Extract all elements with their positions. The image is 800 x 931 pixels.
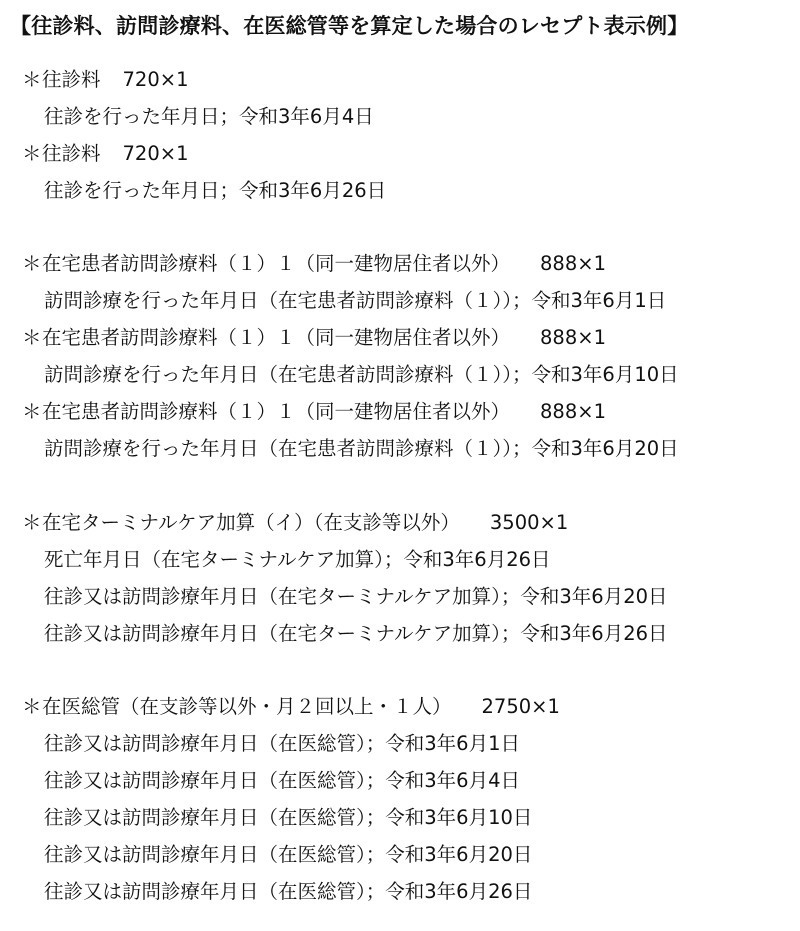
entry-detail: 往診又は訪問診療年月日（在医総管）；令和3年6月10日 [44, 806, 533, 829]
bullet-marker: ＊ [22, 142, 42, 165]
entry-detail: 往診又は訪問診療年月日（在医総管）；令和3年6月26日 [44, 880, 533, 903]
entry-detail: 往診又は訪問診療年月日（在医総管）；令和3年6月1日 [44, 732, 520, 755]
bullet-marker: ＊ [22, 326, 42, 349]
bullet-marker: ＊ [22, 400, 42, 423]
document-title: 【往診料、訪問診療料、在医総管等を算定した場合のレセプト表示例】 [10, 14, 689, 38]
entry-points: 3500×1 [489, 511, 569, 534]
entry-label: 在宅患者訪問診療料（１）１（同一建物居住者以外） [42, 326, 511, 349]
entry-houmon-shinryo-2 [22, 325, 606, 351]
entry-oushinryo-1 [22, 67, 188, 93]
entry-points: 720×1 [122, 142, 189, 165]
entry-houmon-shinryo-1 [22, 251, 606, 277]
entry-points: 888×1 [540, 400, 606, 423]
entry-detail: 往診又は訪問診療年月日（在医総管）；令和3年6月20日 [44, 843, 533, 866]
entry-detail: 訪問診療を行った年月日（在宅患者訪問診療料（１））；令和3年6月1日 [44, 289, 667, 312]
entry-zaiisoukan [22, 694, 560, 720]
bullet-marker: ＊ [22, 68, 42, 91]
entry-points: 888×1 [540, 252, 606, 275]
entry-detail: 訪問診療を行った年月日（在宅患者訪問診療料（１））；令和3年6月20日 [44, 437, 679, 460]
bullet-marker: ＊ [22, 252, 42, 275]
entry-detail: 往診又は訪問診療年月日（在宅ターミナルケア加算）；令和3年6月20日 [44, 585, 668, 608]
entry-label: 往診料 [42, 142, 101, 165]
bullet-marker: ＊ [22, 511, 42, 534]
entry-label: 在宅ターミナルケア加算（イ）（在支診等以外） [42, 511, 460, 534]
entry-detail: 訪問診療を行った年月日（在宅患者訪問診療料（１））；令和3年6月10日 [44, 363, 679, 386]
entry-detail: 往診又は訪問診療年月日（在医総管）；令和3年6月4日 [44, 769, 520, 792]
entry-label: 在宅患者訪問診療料（１）１（同一建物居住者以外） [42, 400, 511, 423]
entry-oushinryo-2 [22, 141, 188, 167]
entry-detail: 往診を行った年月日；令和3年6月4日 [44, 105, 374, 128]
entry-detail: 往診又は訪問診療年月日（在宅ターミナルケア加算）；令和3年6月26日 [44, 622, 668, 645]
entry-houmon-shinryo-3 [22, 399, 606, 425]
entry-points: 2750×1 [481, 695, 560, 718]
entry-label: 在医総管（在支診等以外・月２回以上・１人） [42, 695, 452, 718]
entry-detail: 往診を行った年月日；令和3年6月26日 [44, 179, 387, 202]
bullet-marker: ＊ [22, 695, 42, 718]
entry-points: 720×1 [122, 68, 189, 91]
entry-points: 888×1 [540, 326, 606, 349]
entry-label: 往診料 [42, 68, 101, 91]
entry-terminal-care [22, 510, 568, 536]
entry-detail: 死亡年月日（在宅ターミナルケア加算）；令和3年6月26日 [44, 548, 551, 571]
entry-label: 在宅患者訪問診療料（１）１（同一建物居住者以外） [42, 252, 511, 275]
